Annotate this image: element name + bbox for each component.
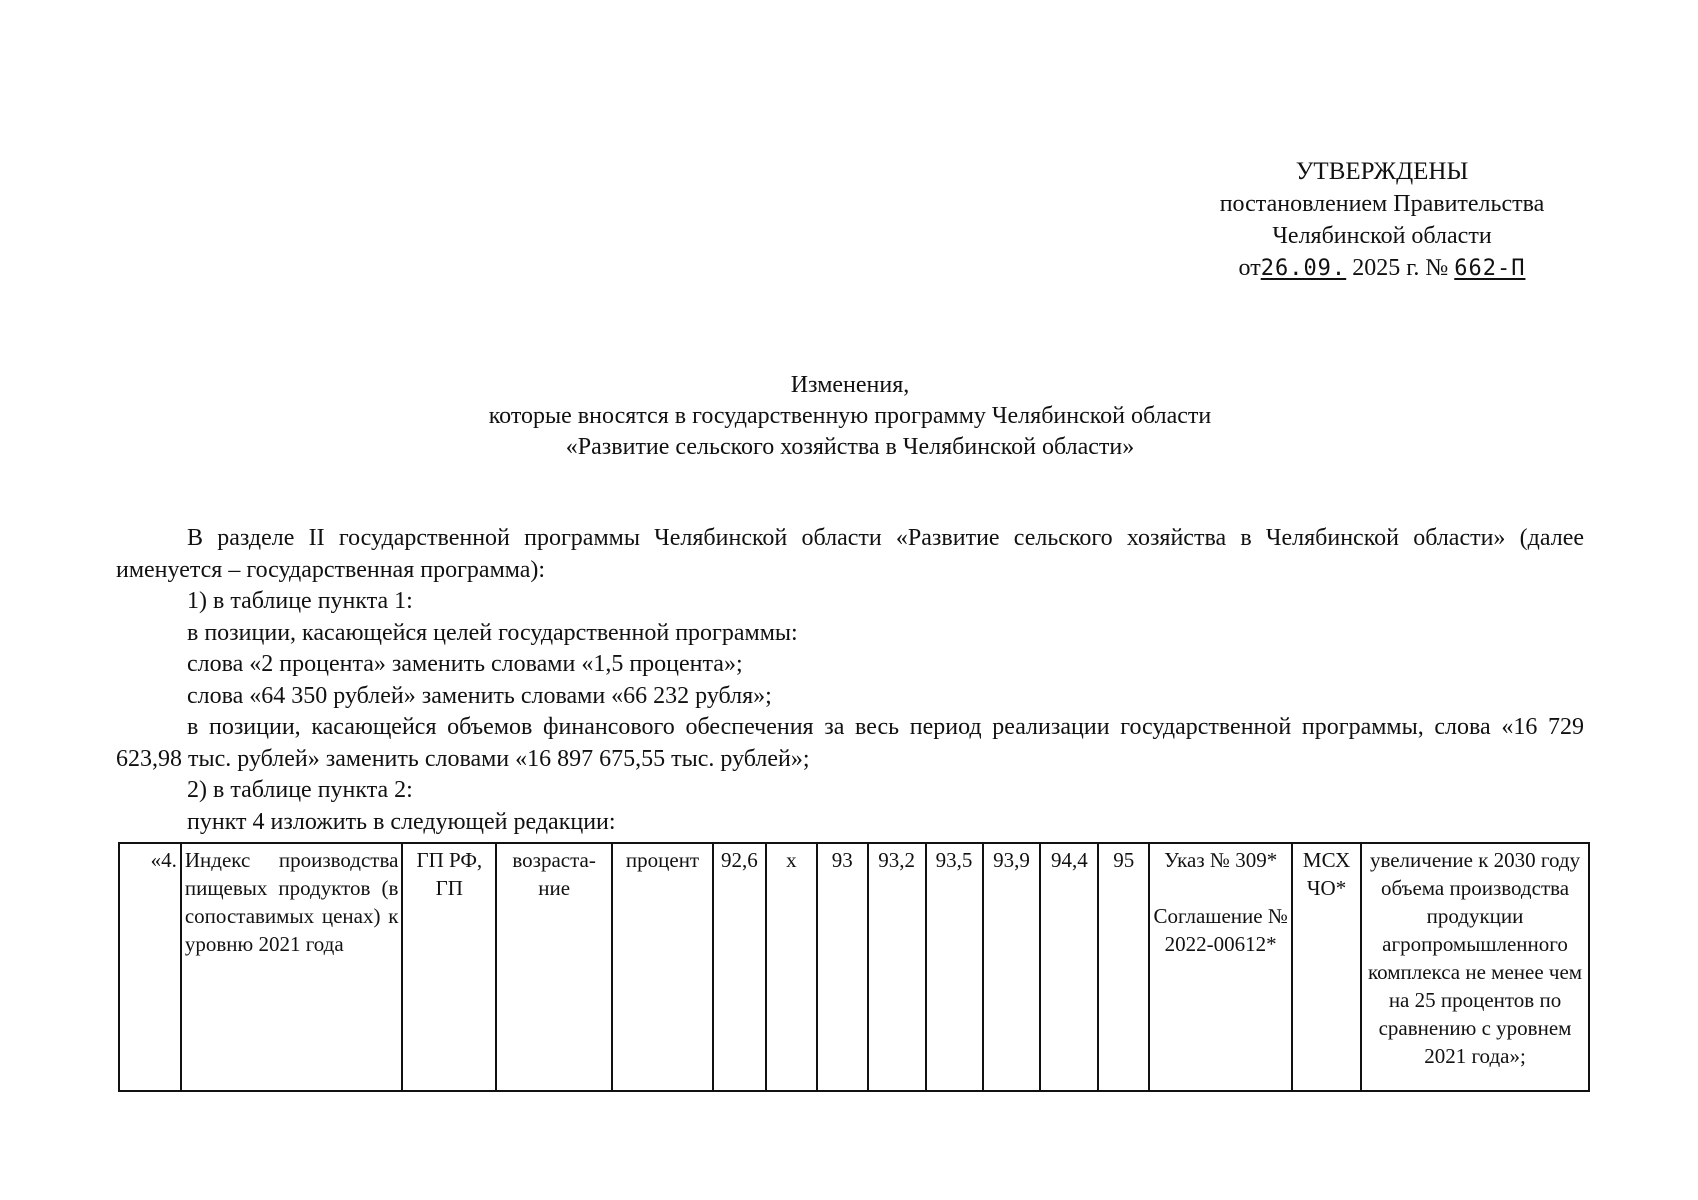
heading-line-1: Изменения, [790,372,910,398]
indicator-unit: процент [612,843,713,1091]
indicator-level: ГП РФ, ГП [402,843,496,1091]
heading-line-3: «Развитие сельского хозяйства в Челябинской области» [565,434,1135,460]
base-value: 92,6 [713,843,766,1091]
decree-number: 662-П [1454,256,1526,281]
paragraph: В разделе II государственной программы Челябинской области «Развитие сельского хозяйства в Челябинской области» (далее именуется – государственная программа): [116,525,1584,583]
decree-year: 2025 г. № [1352,255,1449,281]
indicator-table [118,842,1590,1092]
decree-date: 26.09. [1260,256,1347,281]
document-agreement: Соглашение № 2022-00612* [1153,904,1288,956]
paragraph: 2) в таблице пункта 2: [187,777,413,803]
approval-stamp [1180,156,1584,285]
paragraph: в позиции, касающейся целей государственной программы: [187,619,798,646]
paragraph: пункт 4 изложить в следующей редакции: [187,808,616,835]
paragraph: в позиции, касающейся объемов финансового обеспечения за весь период реализации государственной программы, слова «16 729 623,98 тыс. рублей» заменить словами «16 897 675,55 тыс. рублей»; [116,714,1584,772]
heading-line-2: которые вносятся в государственную программу Челябинской области [488,403,1212,429]
value-3: 93,5 [926,843,983,1091]
row-number: «4. [119,843,181,1091]
expected-result: увеличение к 2030 году объема производства продукции агропромышленного комплекса не менее чем на 25 процентов по сравнению с уровнем 2021 года»; [1361,843,1589,1091]
document-heading [116,370,1584,463]
responsible-body: МСХ ЧО* [1292,843,1361,1091]
document-body [116,523,1584,838]
paragraph: слова «2 процента» заменить словами «1,5 процента»; [187,651,743,677]
table-row [119,843,1589,1091]
value-1: 93 [817,843,868,1091]
date-prefix: от [1238,255,1261,281]
indicator-trend: возраста-ние [496,843,612,1091]
paragraph: 1) в таблице пункта 1: [187,588,413,614]
approval-line-2: Челябинской области [1272,223,1492,249]
documents-cell [1149,843,1292,1091]
value-4: 93,9 [983,843,1041,1091]
cell-x: х [766,843,817,1091]
paragraph: слова «64 350 рублей» заменить словами «66 232 рубля»; [187,682,772,709]
approval-date-line [1180,252,1584,285]
approval-line-1: постановлением Правительства [1219,191,1545,217]
indicator-name: Индекс производства пищевых продуктов (в сопоставимых ценах) к уровню 2021 года [181,843,403,1091]
value-5: 94,4 [1040,843,1098,1091]
spacer [1153,874,1288,902]
value-2: 93,2 [868,843,926,1091]
document-decree: Указ № 309* [1164,848,1278,872]
value-6: 95 [1098,843,1149,1091]
approval-title: УТВЕРЖДЕНЫ [1295,158,1469,185]
